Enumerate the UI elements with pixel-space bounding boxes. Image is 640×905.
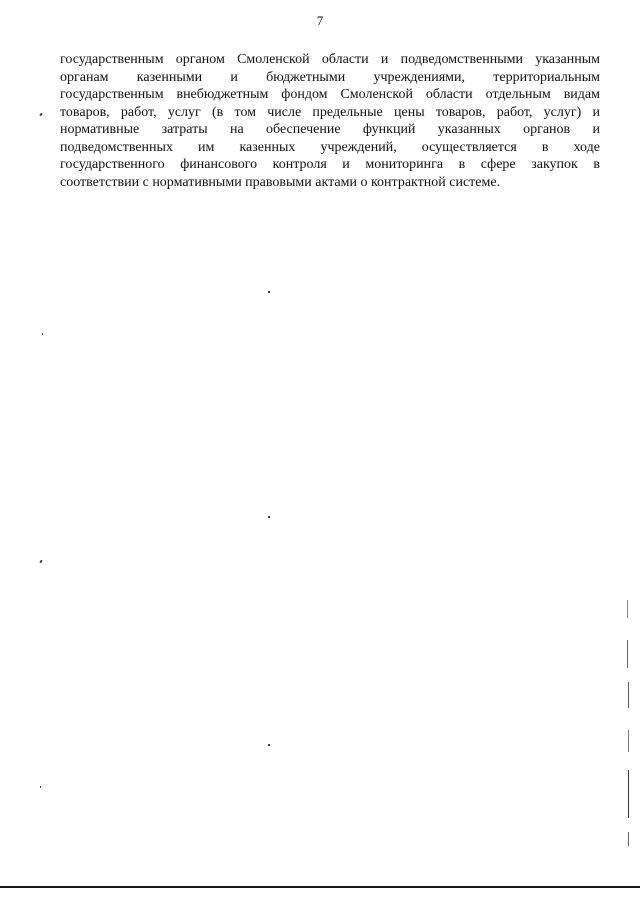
paragraph-line: государственным органом Смоленской области и подведомственными указанным [60, 52, 600, 67]
page-number: 7 [316, 13, 324, 28]
paragraph-line: органам казенными и бюджетными учреждениями, территориальным [60, 69, 600, 85]
paragraph-line: соответствии с нормативными правовыми актами о контрактной системе. [60, 174, 501, 190]
scan-speck [40, 786, 41, 788]
body-paragraph [60, 51, 600, 191]
scan-edge-streak [628, 832, 629, 846]
paragraph-line: государственного финансового контроля и мониторинга в сфере закупок в [60, 157, 600, 172]
scan-speck [42, 333, 43, 335]
scan-speck [39, 560, 42, 564]
scan-edge-streak [628, 770, 629, 818]
scan-edge-streak [627, 640, 628, 668]
paragraph-line: нормативные затраты на обеспечение функций указанных органов и [60, 122, 600, 137]
scan-edge-streak [628, 730, 629, 752]
bottom-scan-border [0, 886, 640, 888]
scan-speck [268, 516, 270, 518]
scan-edge-streak [627, 600, 628, 618]
scan-speck [268, 291, 270, 293]
scan-edge-streak [628, 682, 629, 708]
scan-speck [39, 113, 42, 117]
scan-speck [268, 744, 270, 746]
paragraph-line: товаров, работ, услуг (в том числе предельные цены товаров, работ, услуг) и [60, 104, 600, 120]
paragraph-line: подведомственных им казенных учреждений, осуществляется в ходе [60, 139, 600, 155]
paragraph-line: государственным внебюджетным фондом Смоленской области отдельным видам [60, 87, 600, 102]
